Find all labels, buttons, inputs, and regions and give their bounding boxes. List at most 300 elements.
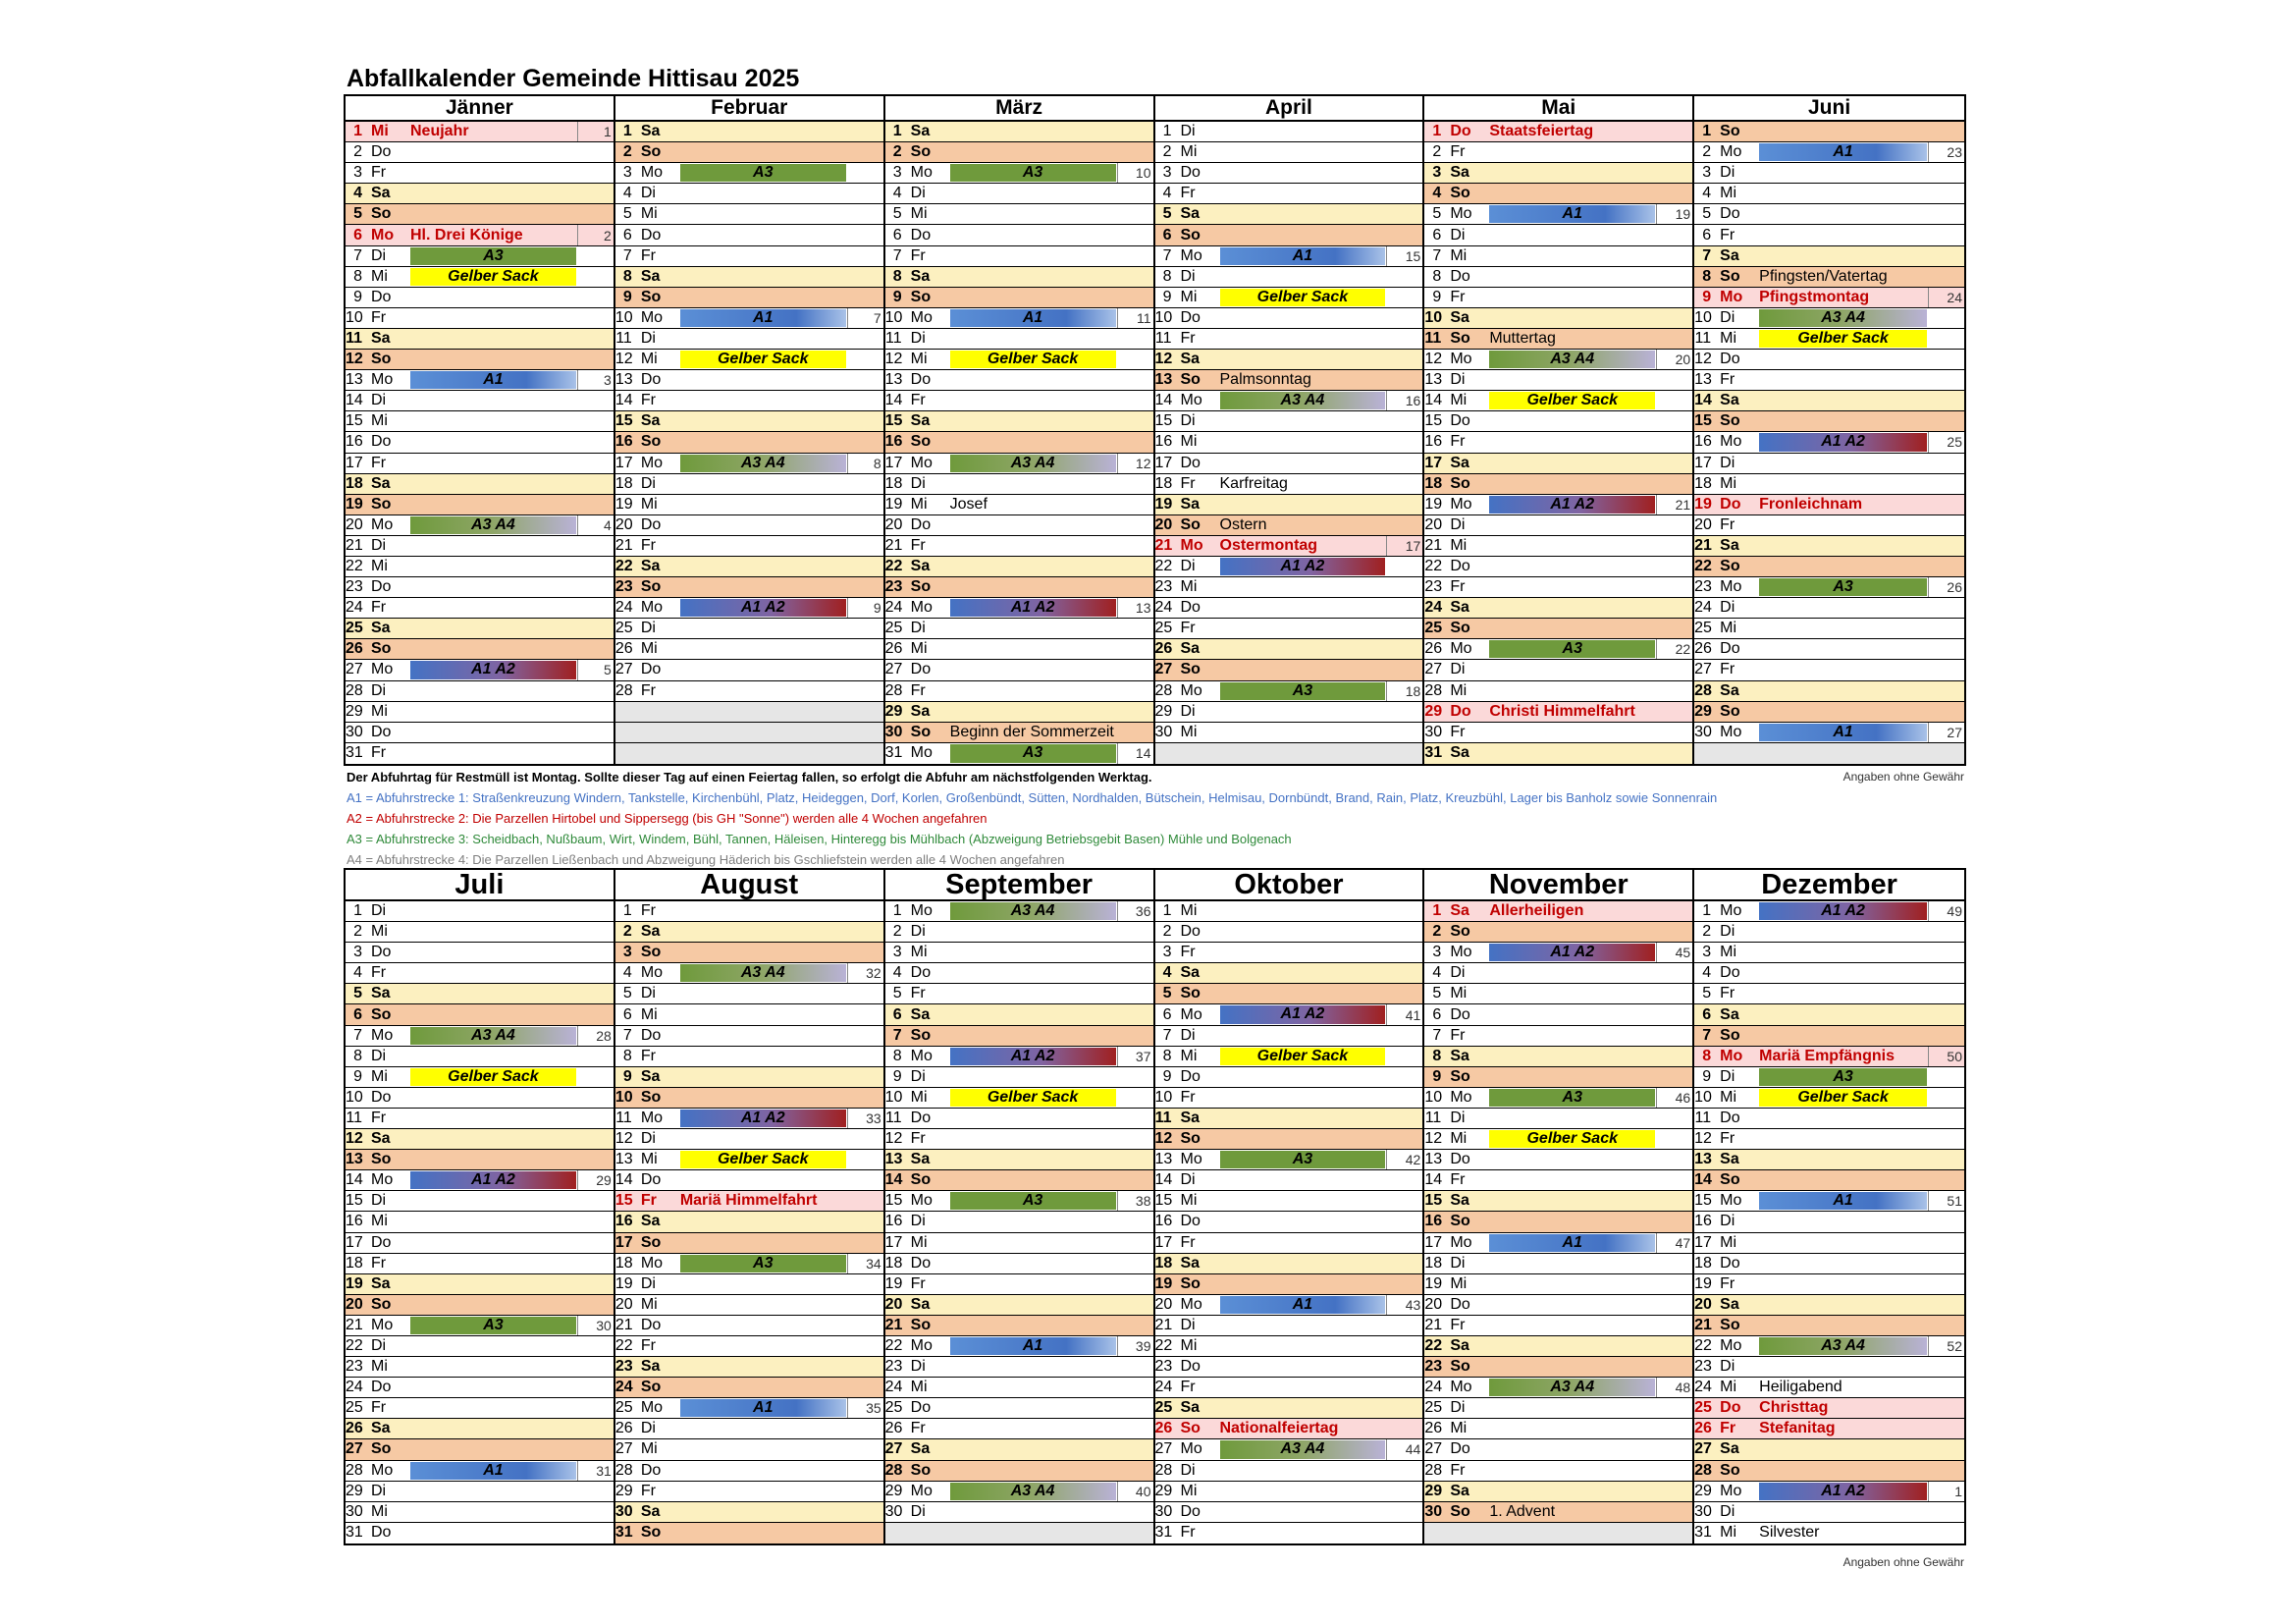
day-row (346, 391, 614, 411)
day-row (1155, 267, 1423, 288)
day-number: 5 (1162, 985, 1172, 1002)
day-number: 20 (1154, 515, 1173, 533)
weekday: Di (1450, 226, 1466, 244)
month-header: Dezember (1694, 870, 1964, 901)
day-number: 7 (1162, 246, 1172, 264)
day-row (1424, 308, 1692, 329)
day-number: 10 (1694, 1088, 1712, 1106)
day-row (1155, 723, 1423, 743)
weekday: Do (1450, 702, 1471, 720)
day-number: 24 (346, 1379, 363, 1396)
weekday: Do (640, 1316, 662, 1333)
day-number: 13 (1424, 1151, 1443, 1168)
weekday: So (1180, 1274, 1201, 1292)
day-number: 31 (614, 1524, 633, 1542)
weekday: So (1180, 985, 1201, 1002)
day-number: 13 (1694, 371, 1712, 389)
day-number: 14 (614, 392, 633, 409)
day-number: 7 (622, 1026, 632, 1044)
day-number: 8 (1162, 1047, 1172, 1064)
week-number: 2 (604, 227, 612, 244)
day-number: 2 (353, 923, 362, 941)
day-row (346, 370, 614, 391)
collection-bar: A1 A2 (1220, 558, 1386, 575)
empty-cell (1424, 1523, 1692, 1543)
disclaimer: Angaben ohne Gewähr (1842, 770, 1964, 784)
day-row (1424, 142, 1692, 163)
weekday: Di (640, 185, 656, 202)
day-number: 21 (346, 536, 363, 554)
month-column (615, 870, 885, 1543)
weekday: Do (640, 1026, 662, 1044)
day-row (1424, 163, 1692, 184)
day-number: 6 (1702, 226, 1712, 244)
weekday: Mi (1450, 1420, 1468, 1437)
week-divider (1386, 681, 1387, 701)
week-divider (1117, 743, 1118, 764)
week-number: 29 (596, 1172, 612, 1189)
weekday: Di (1450, 1109, 1466, 1126)
weekday: So (1180, 1130, 1201, 1148)
day-number: 23 (614, 1358, 633, 1376)
day-number: 3 (1432, 944, 1442, 961)
month-column (885, 96, 1155, 764)
weekday: Do (1180, 599, 1201, 617)
day-number: 25 (346, 620, 363, 637)
weekday: Mo (910, 308, 933, 326)
day-number: 26 (614, 1420, 633, 1437)
weekday: Fr (1720, 371, 1735, 389)
empty-cell (615, 743, 883, 764)
day-number: 27 (1424, 1440, 1443, 1458)
day-row (615, 1502, 883, 1523)
day-row (615, 184, 883, 204)
weekday: Fr (1450, 1026, 1466, 1044)
day-number: 5 (1162, 205, 1172, 223)
weekday: So (1450, 185, 1470, 202)
day-number: 7 (353, 246, 362, 264)
day-number: 4 (892, 185, 902, 202)
weekday: Sa (1450, 902, 1469, 920)
day-row (615, 1026, 883, 1047)
day-row (1694, 474, 1964, 495)
weekday: Di (910, 1213, 926, 1230)
weekday: Do (1450, 1295, 1470, 1313)
day-row (1694, 943, 1964, 963)
day-number: 29 (1154, 1482, 1173, 1499)
weekday: Fr (371, 164, 387, 182)
day-row (346, 1274, 614, 1295)
day-number: 16 (1424, 433, 1443, 451)
day-number: 28 (1154, 1461, 1173, 1479)
day-row (1424, 963, 1692, 984)
weekday: Di (1720, 308, 1735, 326)
week-number: 17 (1405, 537, 1421, 554)
day-number: 16 (884, 433, 903, 451)
collection-bar: A3 (1759, 1068, 1927, 1086)
weekday: Di (910, 1067, 926, 1085)
day-row (1155, 1129, 1423, 1150)
weekday: Mi (1450, 1274, 1468, 1292)
collection-bar: A1 (1220, 247, 1386, 265)
weekday: Mo (1720, 433, 1742, 451)
day-number: 6 (1162, 226, 1172, 244)
week-divider (1656, 495, 1657, 514)
week-number: 9 (873, 600, 881, 617)
weekday: Mi (910, 351, 928, 368)
day-row (346, 1398, 614, 1419)
month-column (1694, 870, 1964, 1543)
day-row (1155, 163, 1423, 184)
day-row (346, 901, 614, 922)
day-row (346, 1109, 614, 1129)
day-number: 13 (884, 1151, 903, 1168)
day-row (1424, 743, 1692, 764)
day-number: 1 (622, 902, 632, 920)
weekday: Di (640, 329, 656, 347)
day-number: 31 (1694, 1524, 1712, 1542)
day-number: 9 (1162, 1067, 1172, 1085)
day-row (615, 577, 883, 598)
day-number: 9 (1702, 1067, 1712, 1085)
day-row (1155, 329, 1423, 350)
weekday: Mo (1180, 681, 1202, 699)
weekday: Sa (640, 1502, 661, 1520)
weekday: Fr (640, 1192, 657, 1210)
day-number: 23 (884, 1358, 903, 1376)
day-row (346, 619, 614, 639)
day-row (615, 1461, 883, 1482)
restmuell-note: Der Abfuhrtag für Restmüll ist Montag. Sollte dieser Tag auf einen Feiertag fallen, so erfolgt die Abfuhr am nächstfolgenden Werktag. (347, 770, 1152, 785)
weekday: Sa (910, 123, 931, 140)
week-divider (577, 1026, 578, 1046)
day-row (1424, 1170, 1692, 1191)
day-row (1155, 1398, 1423, 1419)
day-number: 21 (1694, 536, 1712, 554)
week-divider (1928, 1047, 1929, 1066)
weekday: So (640, 578, 662, 596)
week-divider (1928, 1336, 1929, 1356)
weekday: Fr (1180, 944, 1196, 961)
day-number: 15 (884, 1192, 903, 1210)
day-number: 27 (1694, 1440, 1712, 1458)
day-row (1694, 288, 1964, 308)
weekday: Mi (371, 267, 388, 285)
day-number: 1 (1432, 123, 1442, 140)
day-row (885, 1274, 1153, 1295)
day-number: 18 (1694, 474, 1712, 492)
weekday: So (1720, 1171, 1740, 1189)
day-number: 4 (353, 185, 362, 202)
weekday: Mi (910, 640, 928, 658)
weekday: Mi (371, 412, 388, 430)
day-number: 13 (1154, 371, 1173, 389)
collection-bar: A1 (1759, 143, 1927, 161)
weekday: Mi (1180, 1192, 1198, 1210)
weekday: Fr (371, 1109, 387, 1126)
weekday: Mi (1180, 433, 1198, 451)
week-divider (1117, 454, 1118, 473)
day-row (1155, 1212, 1423, 1232)
day-number: 22 (1424, 1337, 1443, 1355)
day-row (346, 598, 614, 619)
week-number: 25 (1947, 434, 1962, 451)
weekday: Fr (371, 454, 387, 471)
day-number: 9 (1432, 288, 1442, 305)
weekday: Mi (371, 1067, 388, 1085)
day-row (1155, 474, 1423, 495)
weekday: So (1720, 412, 1740, 430)
day-number: 1 (1162, 902, 1172, 920)
day-row (1424, 1191, 1692, 1212)
weekday: Do (910, 371, 932, 389)
day-row (346, 1004, 614, 1025)
weekday: Do (910, 1254, 932, 1272)
day-number: 7 (892, 1026, 902, 1044)
weekday: Fr (1450, 1461, 1466, 1479)
weekday: Fr (910, 246, 926, 264)
weekday: Fr (640, 1482, 656, 1499)
weekday: Mo (371, 1461, 394, 1479)
day-row (1155, 432, 1423, 453)
day-number: 25 (1154, 1399, 1173, 1417)
day-row (885, 963, 1153, 984)
weekday: Do (640, 1171, 662, 1189)
weekday: Sa (910, 412, 931, 430)
day-number: 19 (1694, 495, 1712, 513)
day-number: 7 (353, 1026, 362, 1044)
weekday: Sa (1720, 1295, 1739, 1313)
weekday: Sa (910, 702, 931, 720)
week-number: 38 (1135, 1193, 1151, 1210)
weekday: Do (1180, 1502, 1201, 1520)
weekday: Sa (640, 1067, 661, 1085)
collection-bar: A1 A2 (1220, 1005, 1386, 1023)
collection-bar: Gelber Sack (410, 268, 576, 286)
day-number: 19 (1694, 1274, 1712, 1292)
weekday: Mi (1720, 185, 1737, 202)
day-note: Mariä Empfängnis (1759, 1047, 1895, 1064)
weekday: Do (371, 944, 392, 961)
day-number: 17 (884, 454, 903, 471)
day-row (1155, 308, 1423, 329)
collection-bar: A3 A4 (410, 1027, 576, 1045)
collection-bar: A1 A2 (950, 1048, 1116, 1065)
weekday: Di (1180, 1316, 1196, 1333)
weekday: Di (1450, 371, 1466, 389)
collection-bar: A1 A2 (680, 1110, 846, 1127)
collection-bar: A3 A4 (1489, 1379, 1655, 1396)
day-number: 17 (614, 1233, 633, 1251)
weekday: So (1180, 371, 1201, 389)
weekday: Di (1450, 661, 1466, 678)
day-number: 23 (884, 578, 903, 596)
day-number: 24 (614, 1379, 633, 1396)
day-row (346, 639, 614, 660)
weekday: So (371, 1295, 392, 1313)
day-number: 16 (1694, 433, 1712, 451)
weekday: So (1720, 1316, 1740, 1333)
day-number: 25 (346, 1399, 363, 1417)
day-number: 3 (1162, 944, 1172, 961)
weekday: Sa (1720, 681, 1739, 699)
day-number: 29 (614, 1482, 633, 1499)
weekday: Do (1450, 1005, 1470, 1023)
day-number: 27 (1154, 661, 1173, 678)
day-row (885, 370, 1153, 391)
day-row (615, 1274, 883, 1295)
day-row (346, 743, 614, 764)
day-row (1424, 370, 1692, 391)
weekday: Mi (1720, 1088, 1737, 1106)
day-row (615, 1523, 883, 1543)
weekday: Mi (1180, 1337, 1198, 1355)
day-number: 17 (1154, 454, 1173, 471)
day-row (1424, 515, 1692, 536)
weekday: Di (640, 474, 656, 492)
day-row (885, 1191, 1153, 1212)
week-number: 37 (1135, 1048, 1151, 1064)
weekday: Mi (1450, 392, 1468, 409)
day-row (615, 639, 883, 660)
day-number: 25 (1424, 620, 1443, 637)
day-row (615, 163, 883, 184)
weekday: Sa (1450, 599, 1469, 617)
day-number: 5 (353, 985, 362, 1002)
day-note: Staatsfeiertag (1489, 123, 1594, 140)
day-row (615, 350, 883, 370)
day-number: 10 (346, 308, 363, 326)
day-number: 25 (614, 620, 633, 637)
weekday: Sa (910, 267, 931, 285)
day-number: 13 (346, 371, 363, 389)
day-row (615, 1398, 883, 1419)
weekday: Fr (640, 392, 656, 409)
weekday: Di (371, 902, 387, 920)
day-row (1155, 1274, 1423, 1295)
day-number: 9 (1702, 288, 1712, 305)
day-row (885, 619, 1153, 639)
week-number: 1 (604, 124, 612, 140)
weekday: So (1720, 558, 1740, 575)
day-number: 25 (1154, 620, 1173, 637)
day-row (1424, 411, 1692, 432)
day-number: 25 (884, 620, 903, 637)
collection-bar: A1 A2 (1489, 496, 1655, 514)
day-number: 14 (884, 392, 903, 409)
day-row (615, 984, 883, 1004)
day-number: 15 (614, 1192, 633, 1210)
weekday: Di (371, 1047, 387, 1064)
weekday: Mi (640, 640, 658, 658)
day-number: 12 (884, 1130, 903, 1148)
day-row (1694, 1150, 1964, 1170)
weekday: So (371, 205, 392, 223)
week-number: 21 (1675, 496, 1691, 513)
day-number: 7 (622, 246, 632, 264)
day-row (346, 246, 614, 267)
day-row (885, 246, 1153, 267)
week-number: 34 (866, 1255, 881, 1272)
day-number: 21 (1694, 1316, 1712, 1333)
day-number: 1 (1702, 123, 1712, 140)
day-number: 20 (1424, 515, 1443, 533)
day-row (346, 1378, 614, 1398)
weekday: Mi (640, 1005, 658, 1023)
page-title: Abfallkalender Gemeinde Hittisau 2025 (347, 65, 800, 92)
weekday: Mi (371, 702, 388, 720)
weekday: Fr (1720, 1420, 1736, 1437)
collection-bar: A3 (1759, 578, 1927, 596)
weekday: Do (910, 226, 932, 244)
collection-bar: Gelber Sack (1489, 1130, 1655, 1148)
day-row (615, 122, 883, 142)
day-row (885, 1150, 1153, 1170)
month-header: Juni (1694, 96, 1964, 122)
day-row (885, 577, 1153, 598)
day-row (1155, 225, 1423, 245)
day-number: 2 (622, 143, 632, 161)
day-number: 1 (1702, 902, 1712, 920)
weekday: Mo (1720, 143, 1742, 161)
day-row (346, 577, 614, 598)
weekday: Di (640, 985, 656, 1002)
week-divider (577, 515, 578, 535)
weekday: Mi (910, 1233, 928, 1251)
weekday: Di (640, 1274, 656, 1292)
day-row (346, 350, 614, 370)
weekday: Mo (1720, 902, 1742, 920)
day-number: 18 (884, 1254, 903, 1272)
weekday: Fr (910, 681, 926, 699)
week-divider (1117, 1336, 1118, 1356)
weekday: Mo (640, 1399, 664, 1417)
weekday: So (1450, 1502, 1470, 1520)
day-number: 24 (1154, 599, 1173, 617)
weekday: Mo (640, 308, 664, 326)
collection-bar: A1 A2 (1759, 1483, 1927, 1500)
weekday: Fr (910, 985, 926, 1002)
day-row (1694, 515, 1964, 536)
weekday: Di (1720, 599, 1735, 617)
weekday: Mo (910, 454, 933, 471)
weekday: Do (1720, 1109, 1740, 1126)
weekday: Fr (1720, 661, 1735, 678)
day-row (1694, 681, 1964, 702)
day-row (346, 1047, 614, 1067)
day-number: 6 (1432, 226, 1442, 244)
day-row (1424, 1295, 1692, 1316)
month-header: September (885, 870, 1153, 901)
weekday: Mi (371, 923, 388, 941)
day-note: Beginn der Sommerzeit (949, 723, 1114, 740)
day-number: 8 (353, 267, 362, 285)
day-number: 15 (884, 412, 903, 430)
collection-bar: Gelber Sack (950, 351, 1116, 368)
day-number: 26 (884, 1420, 903, 1437)
day-number: 28 (1424, 681, 1443, 699)
day-number: 8 (353, 1047, 362, 1064)
day-row (1694, 1067, 1964, 1088)
day-number: 28 (1424, 1461, 1443, 1479)
weekday: Do (371, 1379, 392, 1396)
weekday: Mo (1450, 640, 1472, 658)
weekday: Sa (640, 1213, 661, 1230)
weekday: So (910, 723, 932, 740)
day-number: 28 (1694, 681, 1712, 699)
day-number: 28 (884, 681, 903, 699)
day-number: 13 (1694, 1151, 1712, 1168)
